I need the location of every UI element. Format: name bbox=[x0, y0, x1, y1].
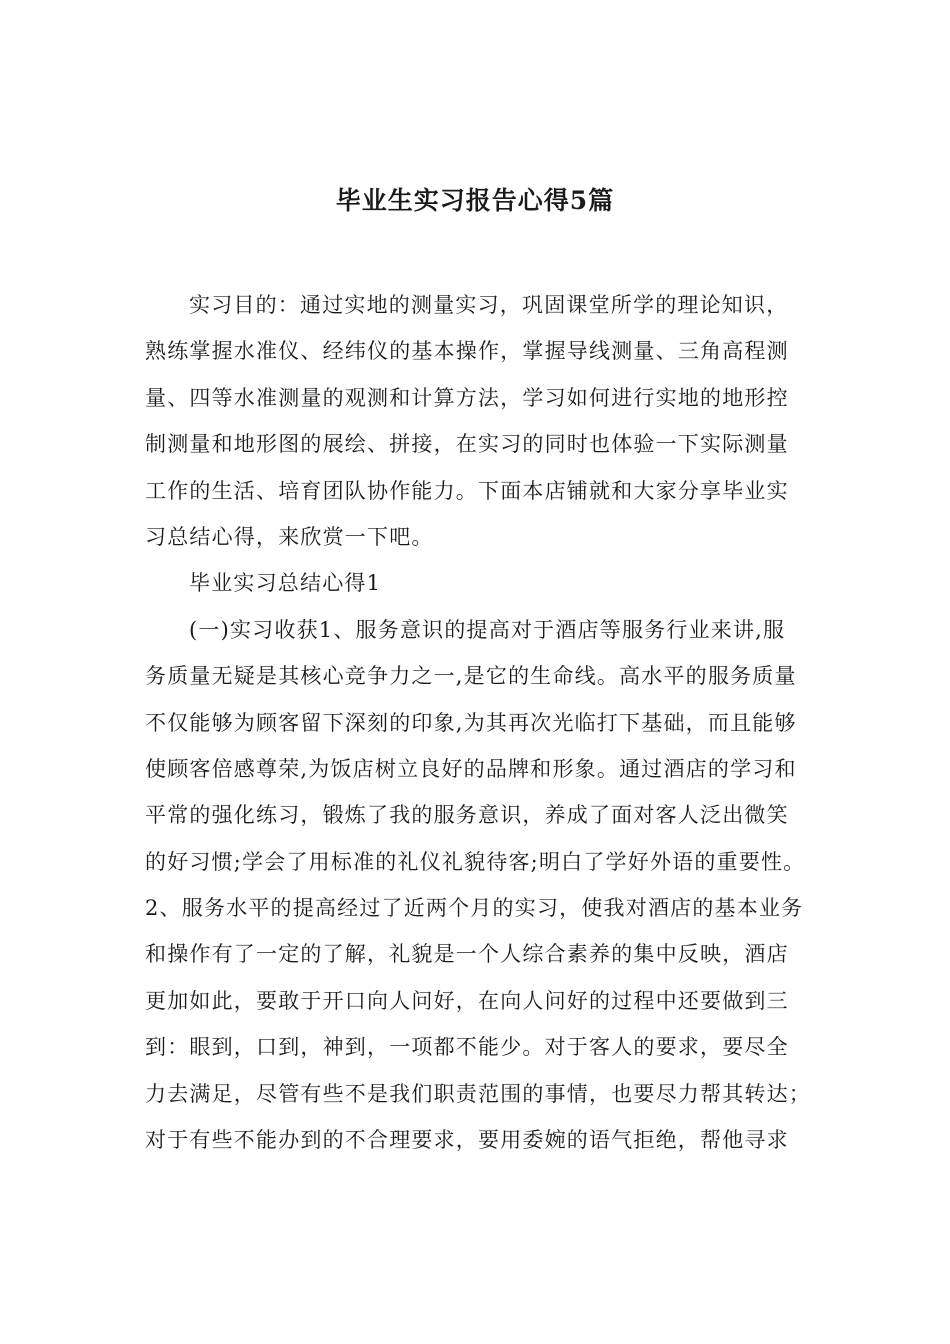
paragraph-line: 不仅能够为顾客留下深刻的印象,为其再次光临打下基础，而且能够 bbox=[145, 710, 797, 735]
paragraph-line: 更加如此，要敢于开口向人问好，在向人问好的过程中还要做到三 bbox=[145, 988, 789, 1013]
paragraph-line: 力去满足，尽管有些不是我们职责范围的事情，也要尽力帮其转达； bbox=[145, 1081, 811, 1106]
paragraph-line: 务质量无疑是其核心竞争力之一,是它的生命线。高水平的服务质量 bbox=[145, 664, 797, 689]
document-title: 毕业生实习报告心得5篇 bbox=[335, 186, 615, 215]
document-body bbox=[145, 282, 825, 1163]
paragraph-line: 平常的强化练习，锻炼了我的服务意识，养成了面对客人泛出微笑 bbox=[145, 803, 789, 828]
paragraph-line: 对于有些不能办到的不合理要求，要用委婉的语气拒绝，帮他寻求 bbox=[145, 1128, 789, 1153]
paragraph-line: 的好习惯;学会了用标准的礼仪礼貌待客;明白了学好外语的重要性。 bbox=[145, 849, 806, 874]
paragraph-line: 熟练掌握水准仪、经纬仪的基本操作，掌握导线测量、三角高程测 bbox=[145, 339, 789, 364]
paragraph-line: 量、四等水准测量的观测和计算方法，学习如何进行实地的地形控 bbox=[145, 385, 789, 410]
paragraph-line: 工作的生活、培育团队协作能力。下面本店铺就和大家分享毕业实 bbox=[145, 478, 789, 503]
paragraph-line: 2、服务水平的提高经过了近两个月的实习，使我对酒店的基本业务 bbox=[145, 896, 804, 921]
paragraph-line: 到：眼到，口到，神到，一项都不能少。对于客人的要求，要尽全 bbox=[145, 1035, 789, 1060]
paragraph-line: 实习目的：通过实地的测量实习，巩固课堂所学的理论知识， bbox=[189, 293, 789, 317]
paragraph-line: 和操作有了一定的了解，礼貌是一个人综合素养的集中反映，酒店 bbox=[145, 942, 789, 967]
paragraph-line: 习总结心得，来欣赏一下吧。 bbox=[145, 524, 434, 549]
paragraph-line: 制测量和地形图的展绘、拼接，在实习的同时也体验一下实际测量 bbox=[145, 432, 789, 457]
paragraph-line: 使顾客倍感尊荣,为饭店树立良好的品牌和形象。通过酒店的学习和 bbox=[145, 756, 797, 781]
section-heading: 毕业实习总结心得1 bbox=[189, 571, 382, 596]
paragraph-line: (一)实习收获1、服务意识的提高对于酒店等服务行业来讲,服 bbox=[189, 617, 786, 642]
